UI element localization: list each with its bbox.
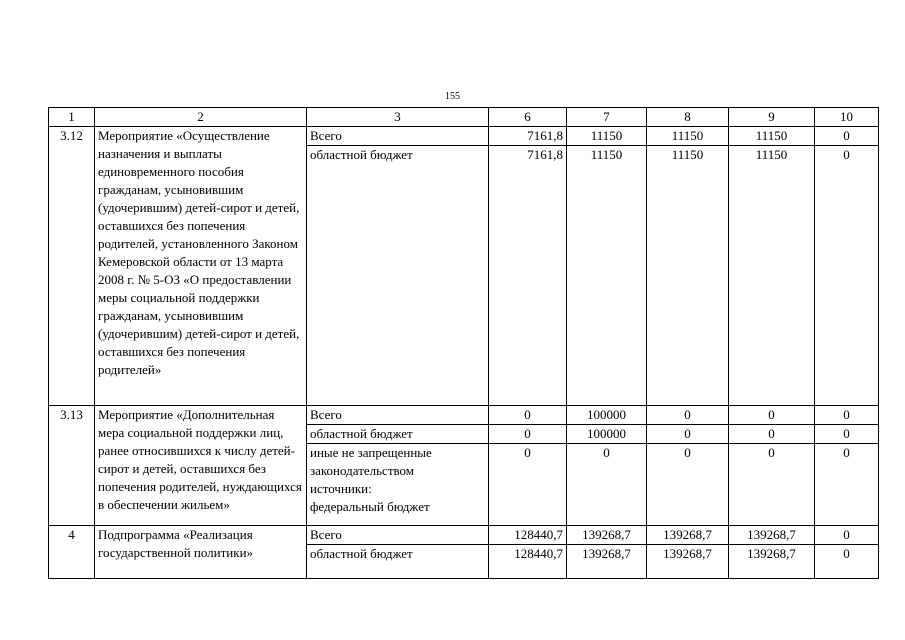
funding-source: Всего [307,127,489,146]
header-cell: 2 [95,108,307,127]
table-row [49,406,879,425]
value-cell: 139268,7 [729,545,815,579]
value-cell: 11150 [647,127,729,146]
value-cell: 128440,7 [489,545,567,579]
value-cell: 11150 [567,127,647,146]
value-cell [815,444,879,526]
value-text: 0 [603,445,610,460]
value-cell [647,444,729,526]
value-cell: 139268,7 [647,526,729,545]
value-cell: 7161,8 [489,146,567,406]
value-text: 0 [684,445,691,460]
header-cell: 10 [815,108,879,127]
value-cell: 0 [489,406,567,425]
funding-source-line: законодательством [310,463,415,478]
table-header-row [49,108,879,127]
header-cell: 6 [489,108,567,127]
funding-source: Всего [307,406,489,425]
funding-source-line: источники: [310,481,372,496]
value-cell: 0 [729,425,815,444]
value-text: 0 [843,445,850,460]
value-cell: 11150 [729,127,815,146]
row-name: Подпрограмма «Реализация государственной политики» [95,526,307,579]
table-row [49,127,879,146]
value-text: 0 [524,445,531,460]
value-cell: 100000 [567,425,647,444]
value-cell [729,444,815,526]
value-text: 0 [768,445,775,460]
value-cell: 139268,7 [567,526,647,545]
header-cell: 7 [567,108,647,127]
value-cell: 0 [815,526,879,545]
value-cell: 139268,7 [647,545,729,579]
budget-table [48,107,879,579]
header-cell: 8 [647,108,729,127]
value-cell: 0 [647,425,729,444]
value-cell: 7161,8 [489,127,567,146]
funding-source-line: иные не запрещенные [310,445,432,460]
table-row [49,526,879,545]
value-cell: 0 [815,425,879,444]
value-cell: 0 [815,127,879,146]
value-cell: 11150 [647,146,729,406]
value-cell: 0 [489,425,567,444]
funding-source [307,444,489,526]
page-number: 155 [445,91,460,102]
value-cell [567,444,647,526]
row-name: Мероприятие «Осуществление назначения и выплаты единовременного пособия гражданам, усыновившим (удочерившим) детей-сирот и детей, оставшихся без попечения родителей, установленного Законом Кемеровской области от 13 марта 2008 г. № 5-ОЗ «О предоставлении меры социальной поддержки гражданам, усыновившим (удочерившим) детей-сирот и детей, оставшихся без попечения родителей» [95,127,307,406]
value-cell: 0 [815,545,879,579]
funding-source: областной бюджет [307,146,489,406]
funding-source: Всего [307,526,489,545]
header-cell: 1 [49,108,95,127]
value-cell: 0 [815,406,879,425]
value-cell: 139268,7 [567,545,647,579]
value-cell: 100000 [567,406,647,425]
value-cell: 128440,7 [489,526,567,545]
funding-source: областной бюджет [307,425,489,444]
value-cell: 0 [729,406,815,425]
row-id: 3.12 [49,127,95,406]
value-cell: 0 [815,146,879,406]
row-id: 3.13 [49,406,95,526]
value-cell: 139268,7 [729,526,815,545]
funding-source-line: федеральный бюджет [310,499,430,514]
row-name: Мероприятие «Дополнительная мера социальной поддержки лиц, ранее относившихся к числу детей-сирот и детей, оставшихся без попечения родителей, нуждающихся в обеспечении жильем» [95,406,307,526]
value-cell: 0 [647,406,729,425]
value-cell [489,444,567,526]
value-cell: 11150 [567,146,647,406]
header-cell: 3 [307,108,489,127]
header-cell: 9 [729,108,815,127]
funding-source: областной бюджет [307,545,489,579]
row-id: 4 [49,526,95,579]
value-cell: 11150 [729,146,815,406]
